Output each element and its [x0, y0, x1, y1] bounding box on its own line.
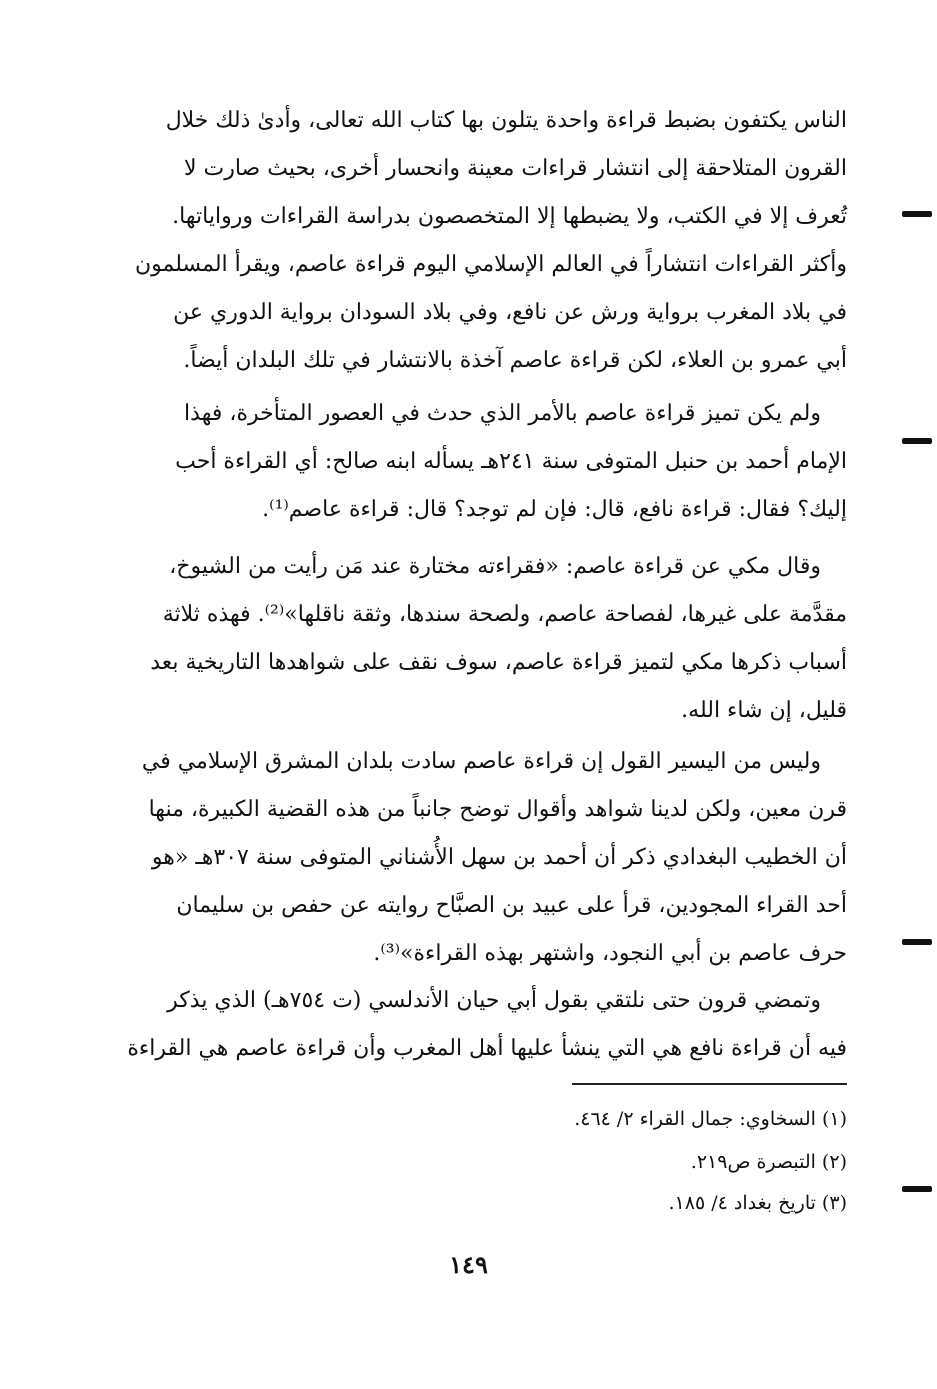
text-line: أن الخطيب البغدادي ذكر أن أحمد بن سهل الأُشناني المتوفى سنة ٣٠٧هـ «هو: [151, 845, 847, 870]
text-line: الناس يكتفون بضبط قراءة واحدة يتلون بها كتاب الله تعالى، وأدىٰ ذلك خلال: [165, 108, 847, 133]
text-line: وقال مكي عن قراءة عاصم: «فقراءته مختارة عند مَن رأيت من الشيوخ،: [169, 554, 821, 579]
text-line: قليل، إن شاء الله.: [681, 698, 847, 723]
scan-margin-mark: [902, 939, 932, 945]
text-line: وليس من اليسير القول إن قراءة عاصم سادت بلدان المشرق الإسلامي في: [141, 749, 821, 774]
text-line: في بلاد المغرب برواية ورش عن نافع، وفي بلاد السودان برواية الدوري عن: [173, 300, 847, 325]
text-line: قرن معين، ولكن لدينا شواهد وأقوال توضح جانباً من هذه القضية الكبيرة، منها: [148, 797, 847, 822]
page-number: ١٤٩: [449, 1250, 488, 1279]
scan-margin-mark: [902, 211, 932, 217]
text-line: تُعرف إلا في الكتب، ولا يضبطها إلا المتخصصون بدراسة القراءات ورواياتها.: [172, 204, 847, 229]
text-line: حرف عاصم بن أبي النجود، واشتهر بهذه القراءة»⁽³⁾.: [373, 941, 847, 966]
footnote-2: (٢) التبصرة ص٢١٩.: [690, 1151, 847, 1173]
scan-margin-mark: [902, 438, 932, 444]
text-line: إليك؟ فقال: قراءة نافع، قال: فإن لم توجد؟ قال: قراءة عاصم⁽¹⁾.: [262, 497, 847, 522]
text-line: ولم يكن تميز قراءة عاصم بالأمر الذي حدث في العصور المتأخرة، فهذا: [184, 401, 821, 426]
footnote-1: (١) السخاوي: جمال القراء ٢/ ٤٦٤.: [574, 1108, 847, 1130]
text-line: وتمضي قرون حتى نلتقي بقول أبي حيان الأندلسي (ت ٧٥٤هـ) الذي يذكر: [167, 988, 821, 1013]
scan-margin-mark: [902, 1186, 932, 1192]
text-line: القرون المتلاحقة إلى انتشار قراءات معينة وانحسار أخرى، بحيث صارت لا: [183, 156, 847, 181]
text-line: مقدَّمة على غيرها، لفصاحة عاصم، ولصحة سندها، وثقة ناقلها»⁽²⁾. فهذه ثلاثة: [162, 602, 847, 627]
text-line: الإمام أحمد بن حنبل المتوفى سنة ٢٤١هـ يسأله ابنه صالح: أي القراءة أحب: [175, 449, 847, 474]
text-line: أبي عمرو بن العلاء، لكن قراءة عاصم آخذة بالانتشار في تلك البلدان أيضاً.: [183, 348, 847, 373]
text-line: أحد القراء المجودين، قرأ على عبيد بن الصبَّاح روايته عن حفص بن سليمان: [176, 893, 847, 918]
text-line: فيه أن قراءة نافع هي التي ينشأ عليها أهل المغرب وأن قراءة عاصم هي القراءة: [127, 1036, 847, 1061]
footnote-separator: [572, 1083, 847, 1085]
text-line: وأكثر القراءات انتشاراً في العالم الإسلامي اليوم قراءة عاصم، ويقرأ المسلمون: [134, 252, 847, 277]
footnote-3: (٣) تاريخ بغداد ٤/ ١٨٥.: [668, 1192, 847, 1214]
text-line: أسباب ذكرها مكي لتميز قراءة عاصم، سوف نقف على شواهدها التاريخية بعد: [150, 650, 847, 675]
